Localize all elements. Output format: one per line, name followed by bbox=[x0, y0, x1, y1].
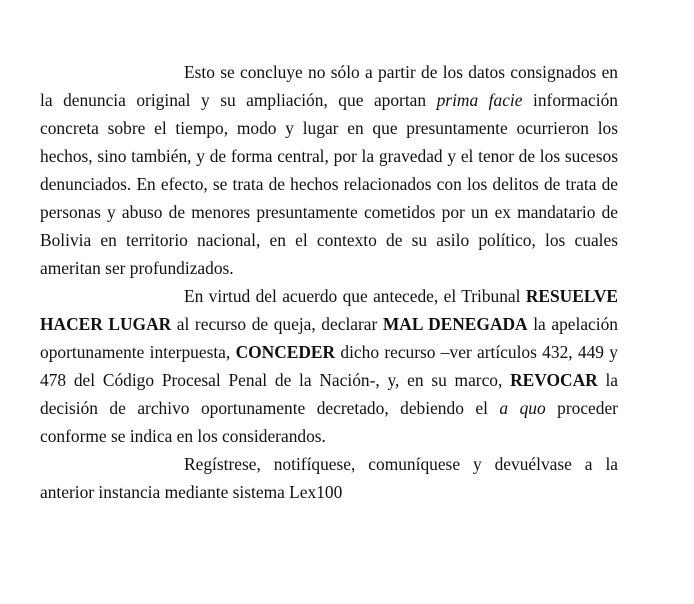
paragraph-text: En virtud del acuerdo que antecede, el Tribunal bbox=[184, 286, 526, 306]
bold-term: CONCEDER bbox=[235, 342, 336, 362]
bold-term: MAL DENEGADA bbox=[382, 314, 528, 334]
paragraph-text: dicho recurso –ver artículos 432, 449 y 478 del Código Procesal Penal de la Nación-, y, en su marco, bbox=[40, 342, 618, 390]
italic-term: prima facie bbox=[436, 90, 523, 110]
paragraph-text: Regístrese, notifíquese, comuníquese y devuélvase a la anterior instancia mediante sistema Lex100 bbox=[40, 454, 618, 502]
italic-term: a quo bbox=[499, 398, 546, 418]
paragraph-text: proceder conforme se indica en los considerandos. bbox=[40, 398, 618, 446]
paragraph-resolution bbox=[40, 282, 618, 450]
paragraph-text: al recurso de queja, declarar bbox=[171, 314, 383, 334]
paragraph-registration bbox=[40, 450, 618, 506]
paragraph-text: la decisión de archivo oportunamente decretado, debiendo el bbox=[40, 370, 618, 418]
bold-term: REVOCAR bbox=[510, 370, 598, 390]
paragraph-text: Esto se concluye no sólo a partir de los datos consignados en la denuncia original y su ampliación, que aportan bbox=[40, 62, 618, 110]
document-page bbox=[40, 58, 618, 506]
paragraph-text: la apelación oportunamente interpuesta, bbox=[40, 314, 618, 362]
paragraph-conclusion bbox=[40, 58, 618, 282]
bold-term: RESUELVE HACER LUGAR bbox=[40, 286, 618, 334]
paragraph-text: información concreta sobre el tiempo, modo y lugar en que presuntamente ocurrieron los hechos, sino también, y de forma central, por la gravedad y el tenor de los sucesos denunciados. En efecto, se trata de hechos relacionados con los delitos de trata de personas y abuso de menores presuntamente cometidos por un ex mandatario de Bolivia en territorio nacional, en el contexto de su asilo político, los cuales ameritan ser profundizados. bbox=[40, 90, 618, 278]
